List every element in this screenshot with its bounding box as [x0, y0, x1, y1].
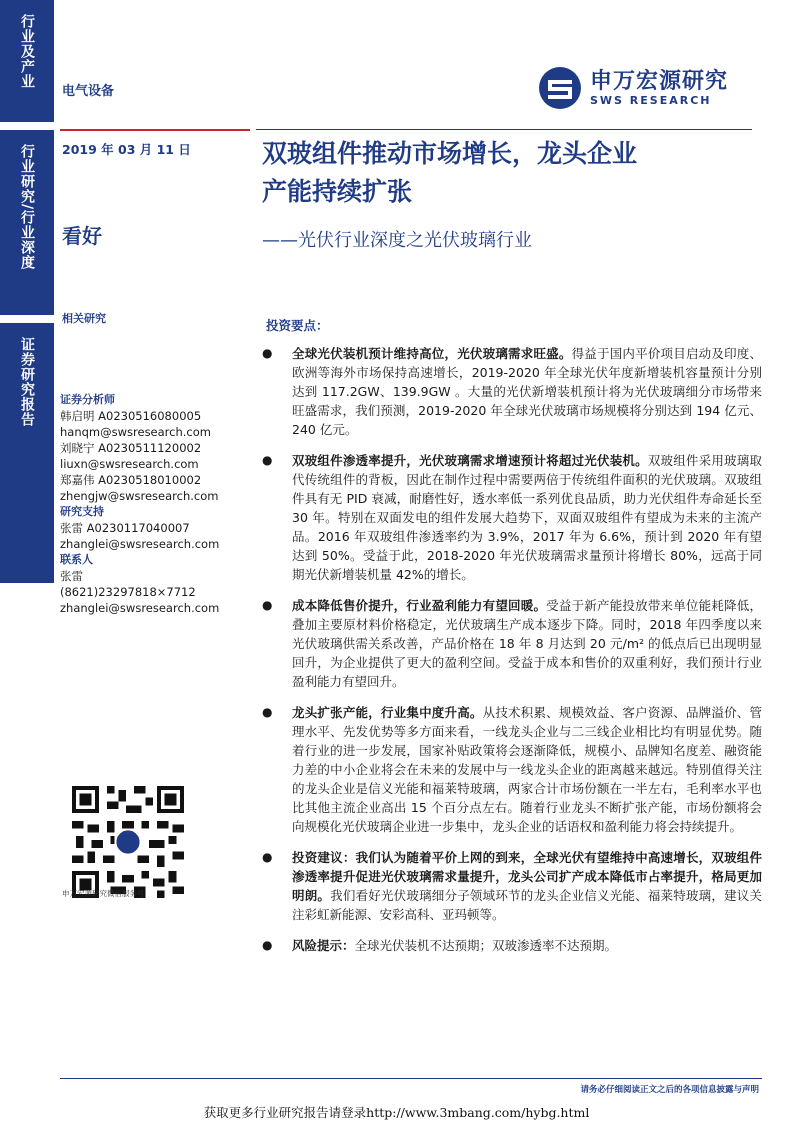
sidebar-tab-label: 行业研究/行业深度 [19, 144, 35, 271]
analyst-email[interactable]: hanqm@swsresearch.com [60, 425, 211, 439]
disclaimer-note: 请务必仔细阅读正文之后的各项信息披露与声明 [580, 1085, 759, 1095]
analysts-heading: 证券分析师 [60, 393, 115, 406]
report-subtitle: ——光伏行业深度之光伏玻璃行业 [262, 230, 532, 251]
support-email[interactable]: zhanglei@swsresearch.com [60, 537, 220, 551]
bullet-text: 全球光伏装机不达预期；双玻渗透率不达预期。 [354, 938, 618, 953]
bullet-lead: 全球光伏装机预计维持高位，光伏玻璃需求旺盛。 [292, 346, 572, 361]
investment-points-list [262, 344, 762, 967]
analyst-email[interactable]: zhengjw@swsresearch.com [60, 489, 219, 503]
bullet-text: 从技术积累、规模效益、客户资源、品牌溢价、管理水平、先发优势等多方面来看，一线龙头企业与二三线企业相比均有明显优势。随着行业的进一步发展，国家补贴政策将会逐渐降低，规模小、品牌知名度差、融资能力差的中小企业将会在未来的发展中与一线龙头企业的距离越来越远。特别值得关注的龙头企业是信义光能和福莱特玻璃，两家合计市场份额在一半左右，毛利率水平也比其他主流企业高出 15 个百分点左右。随着行业龙头不断扩张产能，市场份额将会向规模化光伏玻璃企业进一步集中，龙头企业的话语权和盈利能力将会持续提升。 [292, 705, 762, 834]
bullet-text: 我们看好光伏玻璃细分子领域环节的龙头企业信义光能、福莱特玻璃，建议关注彩虹新能源、安彩高科、亚玛顿等。 [292, 888, 762, 922]
analyst-name: 韩启明 A0230516080005 [60, 409, 202, 423]
sws-logo [538, 66, 728, 110]
bullet-icon: ● [262, 598, 273, 612]
analyst-panel [60, 392, 250, 616]
bullet-icon: ● [262, 705, 273, 719]
sidebar-tab-industry [0, 0, 54, 122]
report-title [262, 135, 762, 211]
title-line-2: 产能持续扩张 [262, 177, 413, 206]
sidebar-tab-report [0, 323, 54, 583]
bullet-lead: 成本降低售价提升，行业盈利能力有望回暖。 [292, 598, 547, 613]
bullet-lead: 投资建议：我们认为随着平价上网的到来，全球光伏有望维持中高速增长，双玻组件渗透率提升促进光伏玻璃需求量提升，龙头公司扩产成本降低市占率提升，格局更加明朗。 [292, 850, 762, 903]
footer-divider [60, 1078, 762, 1079]
contact-email[interactable]: zhanglei@swsresearch.com [60, 601, 220, 615]
bullet-icon: ● [262, 938, 273, 952]
bullet-text: 受益于新产能投放带来单位能耗降低，叠加主要原材料价格稳定，光伏玻璃生产成本逐步下降。同时，2018 年四季度以来光伏玻璃供需关系改善，产品价格在 18 年 8 月达到 20 元/m² 的低点后已出现明显回升，为企业提供了更大的盈利空间。受益于成本和售价的双重利好，我们预计行业盈利能力有望回升。 [292, 598, 762, 689]
list-item [262, 344, 762, 439]
bullet-icon: ● [262, 850, 273, 864]
divider-right [256, 129, 752, 130]
analyst-name: 郑嘉伟 A0230518010002 [60, 473, 202, 487]
bullet-lead: 风险提示： [292, 938, 355, 953]
rating: 看好 [62, 224, 102, 248]
bullet-lead: 双玻组件渗透率提升，光伏玻璃需求增速预计将超过光伏装机。 [292, 453, 648, 468]
sidebar-tab-label: 证券研究报告 [19, 337, 35, 427]
download-link-text[interactable]: 获取更多行业研究报告请登录http://www.3mbang.com/hybg.html [203, 1105, 590, 1120]
list-item [262, 848, 762, 924]
list-item [262, 703, 762, 836]
bullet-lead: 龙头扩张产能，行业集中度升高。 [292, 705, 483, 720]
list-item [262, 936, 762, 955]
contact-phone: (8621)23297818×7712 [60, 585, 196, 599]
bullet-icon: ● [262, 453, 273, 467]
sector-label: 电气设备 [62, 84, 115, 99]
analyst-email[interactable]: liuxn@swsresearch.com [60, 457, 199, 471]
title-line-1: 双玻组件推动市场增长，龙头企业 [262, 139, 638, 168]
divider-left [60, 129, 250, 131]
logo-text-cn: 申万宏源研究 [590, 68, 729, 94]
list-item [262, 451, 762, 584]
sidebar-tab-research-type [0, 130, 54, 315]
list-item [262, 596, 762, 691]
support-heading: 研究支持 [60, 505, 104, 518]
related-research-heading: 相关研究 [62, 312, 106, 325]
analyst-name: 刘晓宁 A0230511120002 [60, 441, 202, 455]
bullet-text: 双玻组件采用玻璃取代传统组件的背板，因此在制作过程中需要两倍于传统组件面积的光伏玻璃。双玻组件具有无 PID 衰减，耐磨性好，透水率低一系列优良品质，助力光伏组件寿命延长至 30 年。特别在双面发电的组件发展大趋势下，双面双玻组件有望成为未来的主流产品。2016 年双玻组件渗透率约为 3.9%，2017 年为 6.6%，预计到 2020 年有望达到 50%。受益于此，2018-2020 年光伏玻璃需求量预计将增长 80%，远高于同期光伏新增装机量 42%的增长。 [292, 453, 762, 582]
contact-heading: 联系人 [60, 553, 93, 566]
logo-text-en: SWS RESEARCH [590, 93, 712, 107]
support-name: 张雷 A0230117040007 [60, 521, 190, 535]
investment-points-heading: 投资要点： [266, 318, 329, 333]
bullet-icon: ● [262, 346, 273, 360]
report-date: 2019 年 03 月 11 日 [62, 142, 191, 157]
sidebar-tab-label: 行业及产业 [19, 14, 35, 89]
contact-name: 张雷 [60, 569, 83, 583]
qr-code-icon [72, 786, 184, 898]
bullet-text: 得益于国内平价项目启动及印度、欧洲等海外市场保持高速增长，2019-2020 年全球光伏年度新增装机容量预计分别达到 117.2GW、139.9GW 。大量的光伏新增装机预计将为光伏玻璃细分市场带来旺盛需求，我们预测，2019-2020 年全球光伏玻璃市场规模将分别达到 194 亿元、240 亿元。 [292, 346, 762, 437]
sws-logo-icon [538, 66, 582, 110]
qr-caption: 申万宏源研究微信服务号 [62, 889, 145, 898]
